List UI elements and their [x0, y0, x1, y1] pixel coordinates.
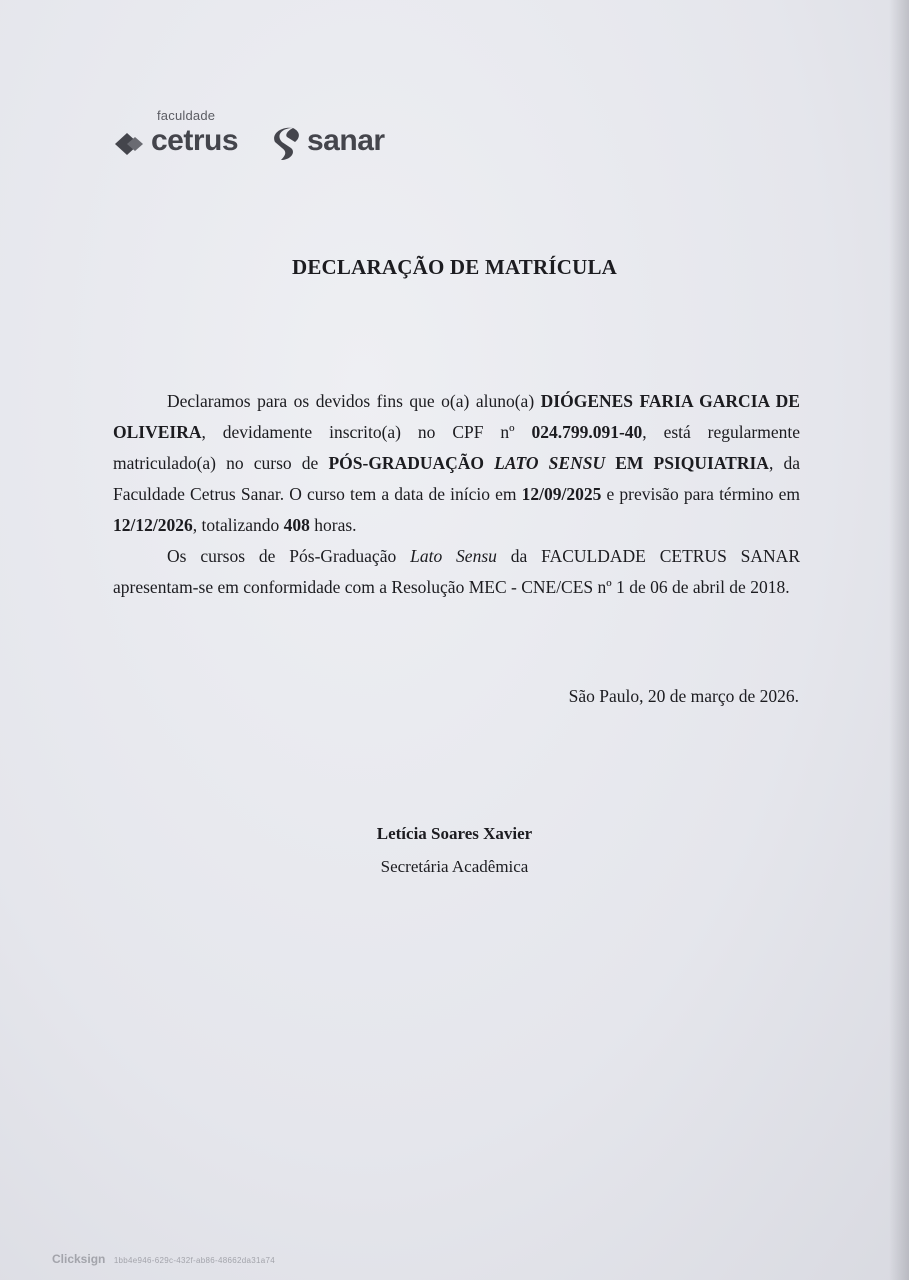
- signer-role: Secretária Acadêmica: [380, 857, 529, 876]
- course-name-a: PÓS-GRADUAÇÃO: [328, 453, 495, 473]
- cpf-number: 024.799.091-40: [531, 422, 643, 442]
- text-run: da FACULDADE CETRUS SANAR apresentam-se em conformidade com a Resolução MEC - CNE/CES nº 1 de 06 de abril de 2018.: [113, 546, 800, 597]
- document-title: DECLARAÇÃO DE MATRÍCULA: [291, 255, 618, 279]
- text-run: Declaramos para os devidos fins que o(a) aluno(a): [167, 391, 541, 411]
- document-hash: 1bb4e946-629c-432f-ab86-48662da31a74: [113, 1256, 275, 1265]
- sanar-s-icon: [273, 126, 303, 162]
- declaration-body: [113, 386, 800, 603]
- text-run: e previsão para término em: [601, 484, 800, 504]
- paragraph-1: [113, 386, 800, 541]
- student-name: DIÓGENES FARIA GARCIA DE OLIVEIRA: [113, 391, 800, 442]
- clicksign-brand: Clicksign: [52, 1252, 106, 1266]
- logo-cetrus-text: cetrus: [151, 124, 239, 157]
- text-run: , devidamente inscrito(a) no CPF nº: [201, 422, 532, 442]
- text-run: , está regularmente matriculado(a) no curso de: [113, 422, 800, 473]
- logo-subtitle: faculdade: [157, 108, 216, 123]
- course-name-b: LATO SENSU: [494, 453, 606, 473]
- paper-edge-shadow: [889, 0, 909, 1280]
- logo-sanar-text: sanar: [307, 124, 385, 157]
- text-run: horas.: [309, 515, 357, 535]
- clicksign-footer: [52, 1250, 275, 1268]
- cetrus-diamond-icon: [115, 132, 147, 156]
- course-name-c: EM PSIQUIATRIA: [605, 453, 769, 473]
- paragraph-2: [113, 541, 800, 603]
- start-date: 12/09/2025: [521, 484, 602, 504]
- signer-name: Letícia Soares Xavier: [376, 824, 533, 843]
- institution-logo: [115, 108, 415, 168]
- end-date: 12/12/2026: [113, 515, 193, 535]
- place-date: São Paulo, 20 de março de 2026.: [568, 686, 799, 706]
- text-run: , da Faculdade Cetrus Sanar. O curso tem a data de início em: [113, 453, 800, 504]
- text-run: Os cursos de Pós-Graduação: [167, 546, 411, 566]
- lato-sensu-italic: Lato Sensu: [410, 546, 497, 566]
- total-hours: 408: [283, 515, 310, 535]
- text-run: , totalizando: [192, 515, 284, 535]
